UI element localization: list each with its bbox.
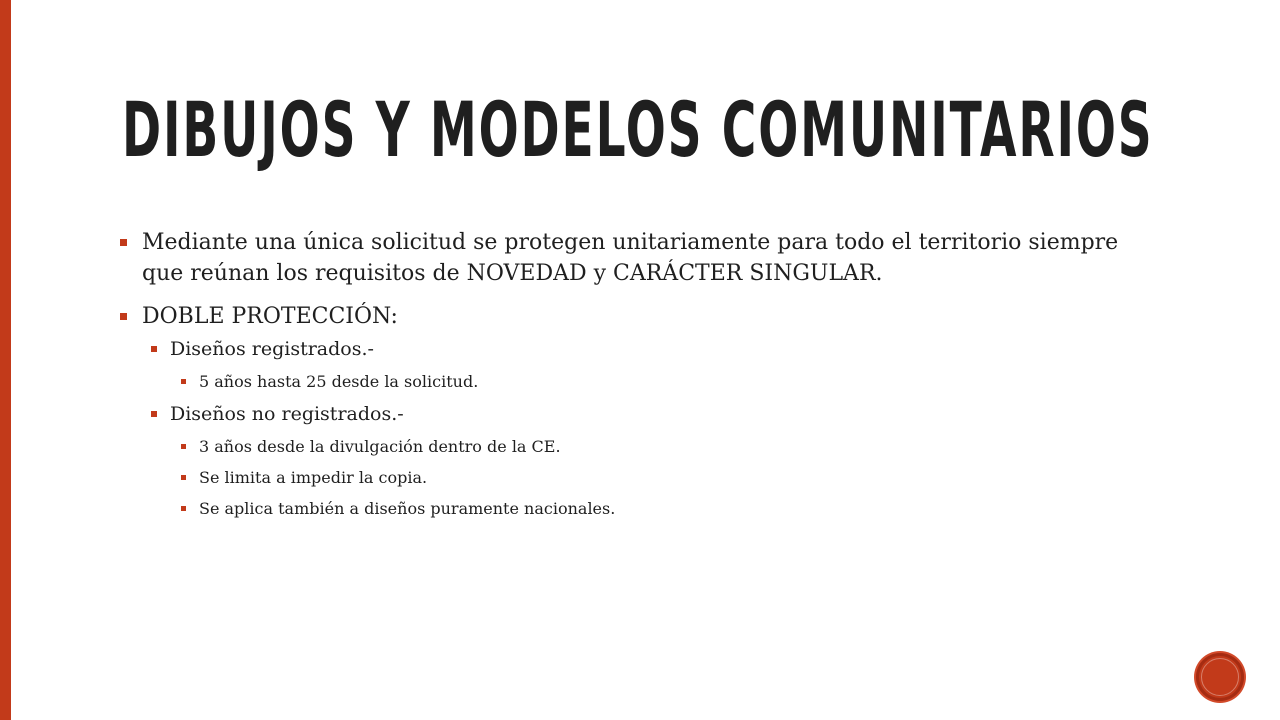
sub-sub-bullet-item <box>119 435 1119 459</box>
sub-sub-bullet-item <box>119 497 1119 521</box>
bullet-text: DOBLE PROTECCIÓN: <box>142 304 398 329</box>
square-bullet-icon <box>181 475 186 480</box>
sub-bullet-text: Diseños no registrados.- <box>170 403 404 425</box>
bullet-item <box>119 227 1119 289</box>
square-bullet-icon <box>181 506 186 511</box>
bullet-text: Mediante una única solicitud se protegen unitariamente para todo el territorio siempre que reúnan los requisitos de NOVEDAD y CARÁCTER SINGULAR. <box>142 230 1119 286</box>
sub-sub-bullet-item <box>119 466 1119 490</box>
sub-sub-bullet-text: 3 años desde la divulgación dentro de la CE. <box>199 437 561 456</box>
slide-title: DIBUJOS Y MODELOS COMUNITARIOS <box>122 85 1154 174</box>
square-bullet-icon <box>120 239 127 246</box>
sub-bullet-item <box>119 336 1119 363</box>
slide-content <box>119 227 1119 528</box>
sub-sub-bullet-item <box>119 370 1119 394</box>
square-bullet-icon <box>181 444 186 449</box>
square-bullet-icon <box>181 379 186 384</box>
bullet-item <box>119 301 1119 332</box>
square-bullet-icon <box>120 313 127 320</box>
sub-sub-bullet-text: 5 años hasta 25 desde la solicitud. <box>199 372 479 391</box>
square-bullet-icon <box>151 346 157 352</box>
sub-bullet-item <box>119 401 1119 428</box>
accent-bar <box>0 0 11 720</box>
sub-bullet-text: Diseños registrados.- <box>170 338 374 360</box>
sub-sub-bullet-text: Se aplica también a diseños puramente nacionales. <box>199 499 616 518</box>
square-bullet-icon <box>151 411 157 417</box>
circle-ring <box>1201 658 1239 696</box>
sub-sub-bullet-text: Se limita a impedir la copia. <box>199 468 428 487</box>
next-slide-circle-icon[interactable] <box>1196 653 1244 701</box>
